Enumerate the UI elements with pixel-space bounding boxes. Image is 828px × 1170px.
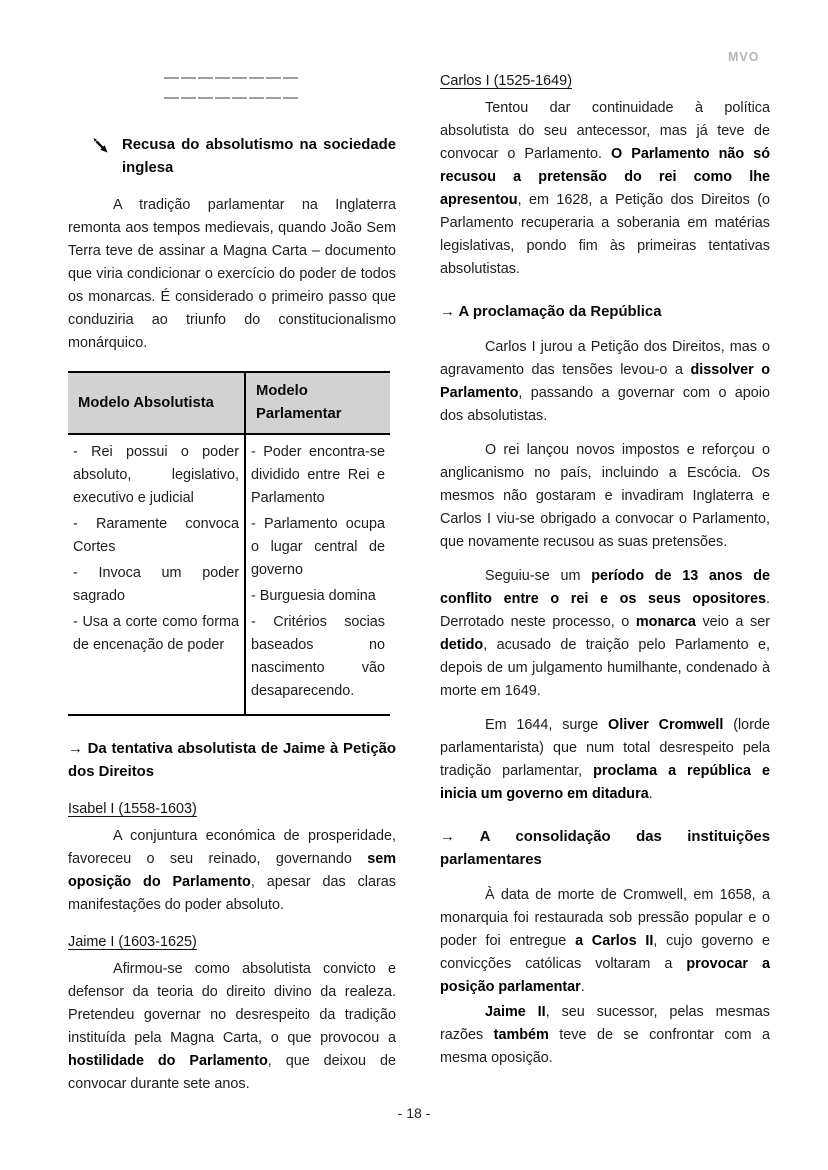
table-list-item: - Parlamento ocupa o lugar central de governo (251, 516, 385, 578)
table-list-item: - Burguesia domina (251, 588, 376, 604)
paragraph-consolidacao-2: Jaime II, seu sucessor, pelas mesmas razões também teve de se confrontar com a mesma oposição. (440, 1004, 770, 1066)
table-header-absolutista: Modelo Absolutista (68, 372, 245, 434)
paragraph-isabel: A conjuntura económica de prosperidade, favoreceu o seu reinado, governando sem oposição do Parlamento, apesar das claras manifestações do poder absoluto. (68, 828, 396, 913)
comparison-table (68, 371, 390, 716)
table-list-item: - Raramente convoca Cortes (73, 516, 239, 555)
section-heading-consolidacao: → A consolidação das instituições parlamentares (440, 829, 770, 868)
paragraph-republica-1: Carlos I jurou a Petição dos Direitos, mas o agravamento das tensões levou-o a dissolver o Parlamento, passando a governar com o apoio dos absolutistas. (440, 339, 771, 424)
page-number: - 18 - (397, 1105, 431, 1121)
table-list-item: - Usa a corte como forma de encenação de poder (73, 614, 239, 653)
left-column (68, 62, 396, 1107)
separator-dashes (68, 68, 396, 108)
paragraph-jaime-i: Afirmou-se como absolutista convicto e defensor da teoria do direito divino da realeza. Pretendeu governar no desrespeito da tradição instituída pela Magna Carta, o que provocou a hostilidade do Parlamento, que deixou de convocar durante sete anos. (68, 961, 396, 1092)
table-list-item: - Critérios socias baseados no nascimento vão desaparecendo. (251, 614, 385, 699)
header-initials: MVO (728, 50, 760, 64)
table-list-item: - Rei possui o poder absoluto, legislativo, executivo e judicial (73, 444, 239, 506)
table-cell-absolutista (68, 434, 245, 715)
table-list-item: - Poder encontra-se dividido entre Rei e Parlamento (251, 444, 385, 506)
paragraph-carlos-i: Tentou dar continuidade à política absolutista do seu antecessor, mas já teve de convocar o Parlamento. O Parlamento não só recusou a pretensão do rei como lhe apresentou, em 1628, a Petição dos Direitos (o Parlamento recuperaria a soberania em matérias legislativas, pondo fim às primeiras tentativas absolutistas. (440, 100, 770, 277)
separator-line: ———————— (164, 89, 300, 106)
section-heading-republica: → A proclamação da República (440, 304, 662, 320)
paragraph-intro: A tradição parlamentar na Inglaterra remonta aos tempos medievais, quando João Sem Terra teve de assinar a Magna Carta – documento que viria condicionar o exercício do poder de todos os monarcas. É considerado o primeiro passo que conduziria ao triunfo do constitucionalismo monárquico. (68, 197, 396, 351)
section-heading-recusa (68, 134, 396, 180)
subsection-heading-jaime-i: Jaime I (1603-1625) (68, 934, 197, 950)
feather-arrow-bullet-icon (92, 134, 122, 180)
table-cell-parlamentar (245, 434, 390, 715)
table-body-row (68, 434, 390, 715)
section-title: Recusa do absolutismo na sociedade inglesa (122, 137, 396, 176)
section-heading-tentativa: → Da tentativa absolutista de Jaime à Petição dos Direitos (68, 741, 396, 780)
paragraph-republica-3: Seguiu-se um período de 13 anos de conflito entre o rei e os seus opositores. Derrotado neste processo, o monarca veio a ser detido, acusado de traição pelo Parlamento e, depois de um julgamento humilhante, condenado à morte em 1649. (440, 568, 770, 699)
paragraph-consolidacao-1: À data de morte de Cromwell, em 1658, a monarquia foi restaurada sob pressão popular e o poder foi entregue a Carlos II, cujo governo e convicções católicas voltaram a provocar a posição parlamentar. (440, 887, 770, 995)
right-column (440, 70, 770, 1081)
table-header-row (68, 372, 390, 434)
subsection-heading-isabel: Isabel I (1558-1603) (68, 801, 197, 817)
separator-line: ———————— (164, 69, 300, 86)
paragraph-republica-4: Em 1644, surge Oliver Cromwell (lorde parlamentarista) que num total desrespeito pela tradição parlamentar, proclama a república e inicia um governo em ditadura. (440, 717, 770, 802)
table-header-parlamentar: Modelo Parlamentar (245, 372, 390, 434)
table-list-item: - Invoca um poder sagrado (73, 565, 239, 604)
paragraph-republica-2: O rei lançou novos impostos e reforçou o anglicanismo no país, incluindo a Escócia. Os mesmos não gostaram e invadiram Inglaterra e Carlos I viu-se obrigado a convocar o Parlamento, que novamente recusou as suas pretensões. (440, 442, 770, 550)
subsection-heading-carlos-i: Carlos I (1525-1649) (440, 73, 572, 89)
